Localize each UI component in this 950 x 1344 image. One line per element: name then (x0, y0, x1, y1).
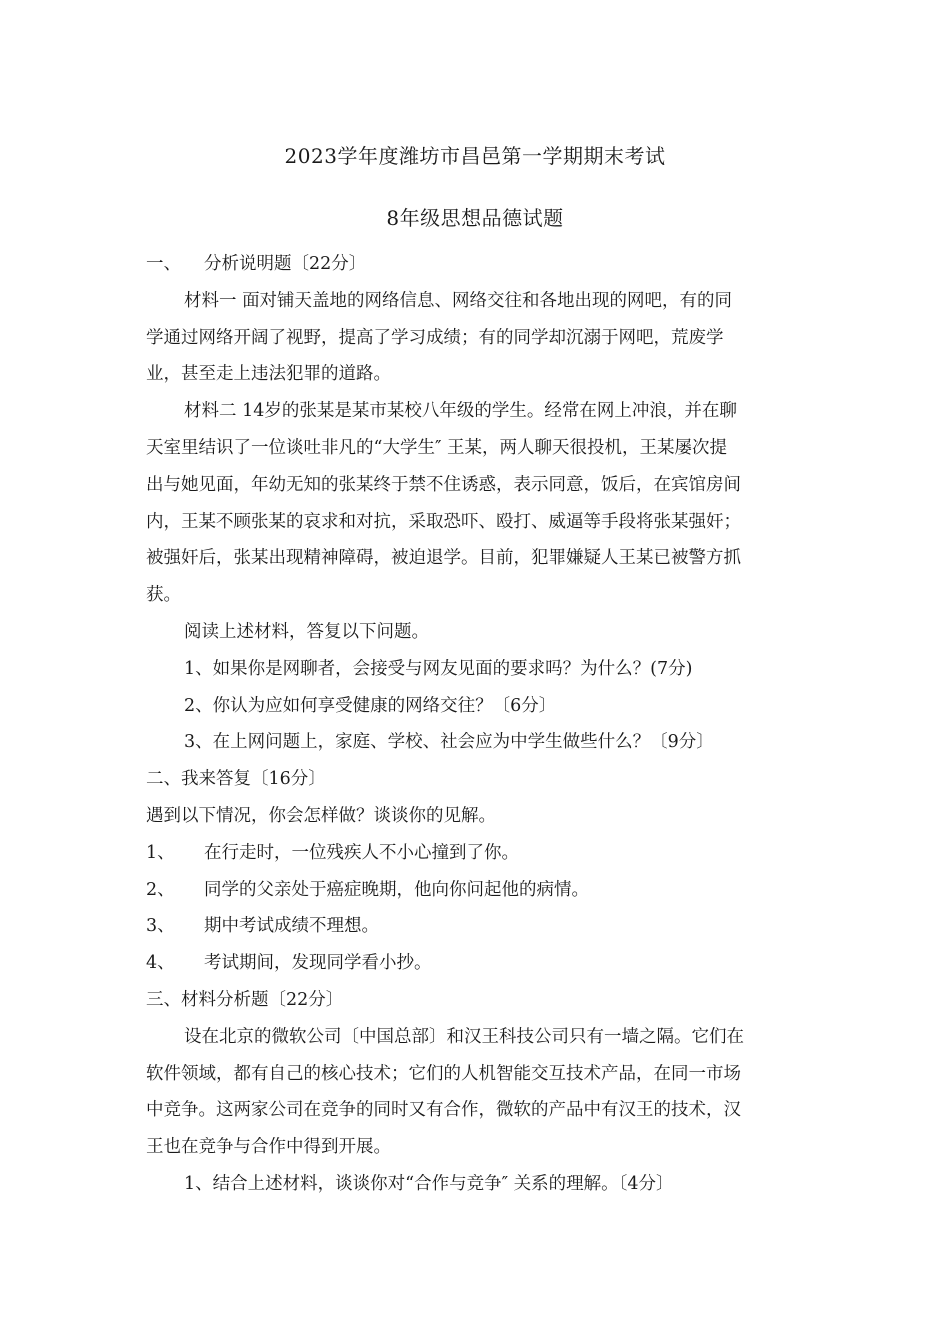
section2-item (146, 908, 806, 945)
section1-question: 2、你认为应如何享受健康的网络交往？〔6分〕 (184, 695, 557, 716)
section3-material-line: 软件领域，都有自己的核心技术；它们的人机智能交互技术产品，在同一市场 (146, 1063, 741, 1084)
section2-item (146, 945, 806, 982)
section2-heading: 二、我来答复〔16分〕 (146, 769, 326, 790)
section3-material-line: 中竞争。这两家公司在竞争的同时又有合作，微软的产品中有汉王的技术，汉 (146, 1100, 741, 1121)
exam-title: 2023学年度潍坊市昌邑第一学期期末考试 (284, 144, 666, 168)
material2-line: 天室里结识了一位谈吐非凡的“大学生″ 王某，两人聊天很投机，王某屡次提 (146, 437, 728, 458)
section2-intro: 遇到以下情况，你会怎样做？谈谈你的见解。 (146, 805, 496, 826)
section3-material-line: 王也在竞争与合作中得到开展。 (146, 1137, 391, 1158)
section3-material-line: 设在北京的微软公司〔中国总部〕和汉王科技公司只有一墙之隔。它们在 (184, 1026, 744, 1047)
material2-line: 获。 (146, 585, 181, 606)
exam-subtitle: 8年级思想品德试题 (386, 206, 564, 230)
section2-item-number: 4、 (146, 953, 175, 974)
material2-line: 材料二 14岁的张某是某市某校八年级的学生。经常在网上冲浪，并在聊 (184, 401, 737, 422)
section2-item-number: 1、 (146, 842, 175, 863)
section2-item-text: 同学的父亲处于癌症晚期，他向你问起他的病情。 (204, 879, 589, 900)
material2-line: 出与她见面，年幼无知的张某终于禁不住诱惑，表示同意，饭后，在宾馆房间 (146, 474, 741, 495)
section1-heading (146, 246, 806, 283)
section1-heading-text: 分析说明题〔22分〕 (204, 254, 367, 274)
exam-body (146, 246, 806, 1203)
section2-item-text: 考试期间，发现同学看小抄。 (204, 953, 432, 974)
material1-line: 学通过网络开阔了视野，提高了学习成绩；有的同学却沉溺于网吧，荒废学 (146, 327, 724, 348)
section2-item-text: 在行走时，一位残疾人不小心撞到了你。 (204, 842, 519, 863)
section2-item (146, 835, 806, 872)
section2-item-text: 期中考试成绩不理想。 (204, 916, 379, 937)
material2-line: 内，王某不顾张某的哀求和对抗，采取恐吓、殴打、威逼等手段将张某强奸； (146, 511, 741, 532)
material1-line: 材料一 面对铺天盖地的网络信息、网络交往和各地出现的网吧，有的同 (184, 290, 733, 311)
section3-question: 1、结合上述材料，谈谈你对“合作与竞争″ 关系的理解。〔4分〕 (184, 1173, 674, 1194)
section2-item-number: 3、 (146, 916, 175, 937)
section1-question: 3、在上网问题上，家庭、学校、社会应为中学生做些什么？〔9分〕 (184, 732, 714, 753)
section2-item (146, 872, 806, 909)
section1-question: 1、如果你是网聊者，会接受与网友见面的要求吗？为什么？(7分) (184, 658, 693, 679)
section1-instruction: 阅读上述材料，答复以下问题。 (184, 621, 429, 642)
section2-item-number: 2、 (146, 879, 175, 900)
material1-line: 业，甚至走上违法犯罪的道路。 (146, 364, 391, 385)
section3-heading: 三、材料分析题〔22分〕 (146, 989, 344, 1010)
section1-number: 一、 (146, 254, 181, 274)
material2-line: 被强奸后，张某出现精神障碍，被迫退学。目前，犯罪嫌疑人王某已被警方抓 (146, 548, 741, 569)
